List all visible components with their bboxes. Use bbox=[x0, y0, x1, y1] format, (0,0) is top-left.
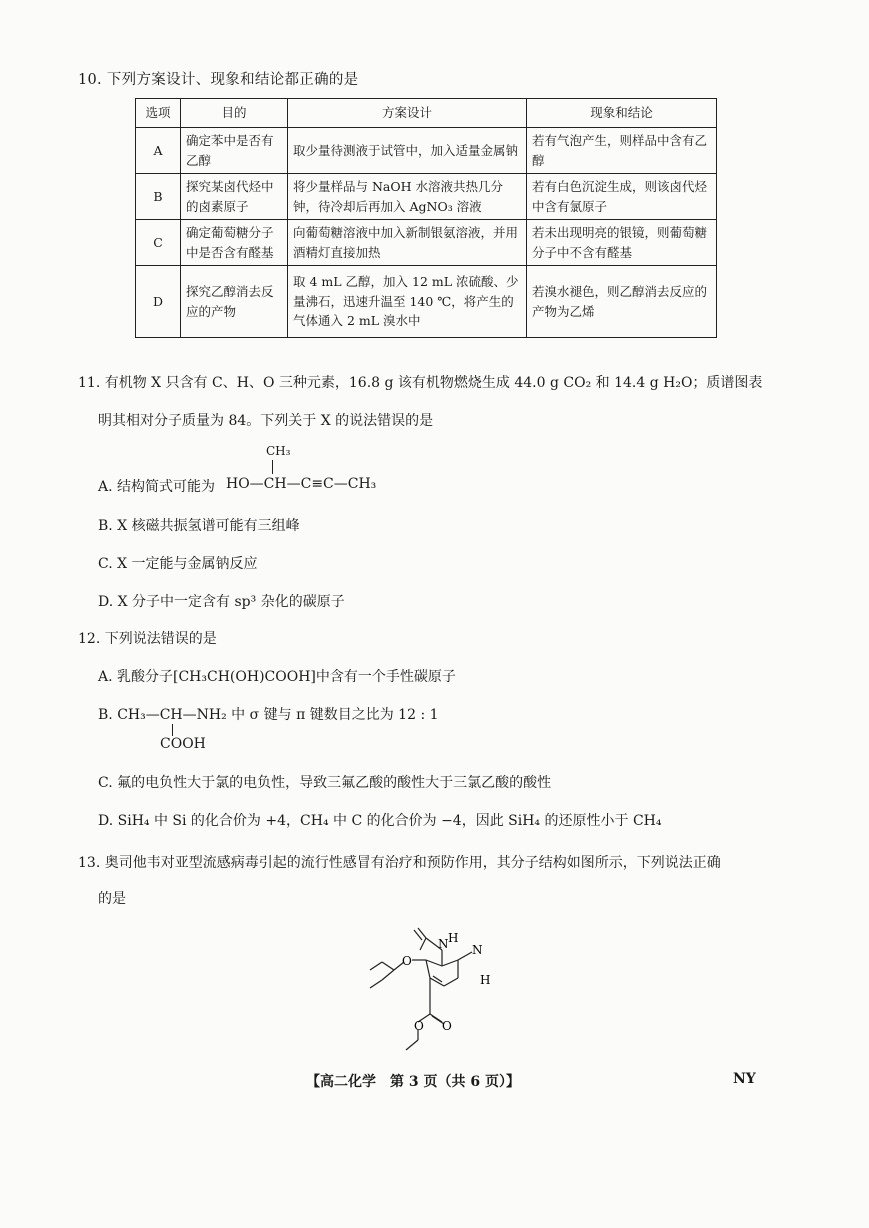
q11-option-c: C. X 一定能与金属钠反应 bbox=[98, 556, 258, 572]
table-row bbox=[136, 266, 717, 338]
page-footer: 【高二化学 第 3 页（共 6 页）】 bbox=[306, 1074, 520, 1090]
q12-option-d: D. SiH₄ 中 Si 的化合价为 +4，CH₄ 中 C 的化合价为 −4，因此 SiH₄ 的还原性小于 CH₄ bbox=[98, 813, 662, 829]
result-cell: 若有白色沉淀生成，则该卤代烃中含有氯原子 bbox=[527, 174, 717, 220]
result-cell: 若未出现明亮的银镜，则葡萄糖分子中不含有醛基 bbox=[527, 220, 717, 266]
amide-nitrogen-label: N bbox=[438, 937, 449, 951]
q10-title: 10. 下列方案设计、现象和结论都正确的是 bbox=[78, 72, 359, 88]
option-a-prefix: A. 结构简式可能为 bbox=[98, 479, 216, 495]
purpose-cell: 探究乙醇消去反应的产物 bbox=[181, 266, 288, 338]
option-cell: B bbox=[136, 174, 181, 220]
amine-hydrogen-label: H bbox=[480, 973, 491, 987]
footer-code: NY bbox=[733, 1071, 756, 1087]
design-cell: 取 4 mL 乙醇，加入 12 mL 浓硫酸、少量沸石，迅速升温至 140 ℃，将产生的气体通入 2 mL 溴水中 bbox=[288, 266, 527, 338]
option-b-text: 中 σ 键与 π 键数目之比为 12 : 1 bbox=[226, 707, 439, 723]
design-cell: 取少量待测液于试管中，加入适量金属钠 bbox=[288, 128, 527, 174]
header-result: 现象和结论 bbox=[527, 99, 717, 128]
q11-option-a bbox=[98, 444, 418, 496]
q12-option-c: C. 氟的电负性大于氯的电负性，导致三氟乙酸的酸性大于三氯乙酸的酸性 bbox=[98, 775, 552, 791]
branch-bond bbox=[272, 460, 273, 474]
table-header-row bbox=[136, 99, 717, 128]
q11-line2: 明其相对分子质量为 84。下列关于 X 的说法错误的是 bbox=[98, 413, 434, 429]
ether-oxygen-label: O bbox=[402, 954, 412, 968]
q11-option-d: D. X 分子中一定含有 sp³ 杂化的碳原子 bbox=[98, 594, 345, 610]
q10-table bbox=[135, 98, 717, 338]
methyl-branch-label: CH₃ bbox=[266, 444, 291, 458]
carbonyl-oxygen-label: O bbox=[442, 1019, 452, 1033]
design-cell: 将少量样品与 NaOH 水溶液共热几分钟，待冷却后再加入 AgNO₃ 溶液 bbox=[288, 174, 527, 220]
option-cell: C bbox=[136, 220, 181, 266]
amine-nitrogen-label: N bbox=[472, 943, 483, 957]
header-purpose: 目的 bbox=[181, 99, 288, 128]
table-row bbox=[136, 220, 717, 266]
purpose-cell: 确定苯中是否有乙醇 bbox=[181, 128, 288, 174]
oseltamivir-structure bbox=[360, 918, 510, 1060]
q12-option-a: A. 乳酸分子[CH₃CH(OH)COOH]中含有一个手性碳原子 bbox=[98, 669, 456, 685]
q11-line1: 11. 有机物 X 只含有 C、H、O 三种元素，16.8 g 该有机物燃烧生成 44.0 g CO₂ 和 14.4 g H₂O；质谱图表 bbox=[78, 375, 763, 391]
purpose-cell: 探究某卤代烃中的卤素原子 bbox=[181, 174, 288, 220]
result-cell: 若有气泡产生，则样品中含有乙醇 bbox=[527, 128, 717, 174]
q12-title: 12. 下列说法错误的是 bbox=[78, 631, 217, 647]
q13-line2: 的是 bbox=[98, 891, 126, 907]
design-cell: 向葡萄糖溶液中加入新制银氨溶液，并用酒精灯直接加热 bbox=[288, 220, 527, 266]
ester-oxygen-label: O bbox=[414, 1019, 424, 1033]
table-row bbox=[136, 174, 717, 220]
option-a-formula: HO—CH—C≡C—CH₃ bbox=[226, 476, 377, 492]
q11-option-b: B. X 核磁共振氢谱可能有三组峰 bbox=[98, 518, 300, 534]
result-cell: 若溴水褪色，则乙醇消去反应的产物为乙烯 bbox=[527, 266, 717, 338]
q12-option-b bbox=[98, 704, 498, 754]
option-b-formula: B. CH₃—CH—NH₂ bbox=[98, 707, 227, 723]
carboxyl-branch-label: COOH bbox=[160, 736, 206, 752]
header-design: 方案设计 bbox=[288, 99, 527, 128]
option-cell: D bbox=[136, 266, 181, 338]
amide-hydrogen-label: H bbox=[448, 931, 459, 945]
option-cell: A bbox=[136, 128, 181, 174]
q13-line1: 13. 奥司他韦对亚型流感病毒引起的流行性感冒有治疗和预防作用，其分子结构如图所示，下列说法正确 bbox=[78, 855, 721, 871]
purpose-cell: 确定葡萄糖分子中是否含有醛基 bbox=[181, 220, 288, 266]
carboxyl-bond bbox=[172, 724, 173, 736]
table-row bbox=[136, 128, 717, 174]
header-option: 选项 bbox=[136, 99, 181, 128]
